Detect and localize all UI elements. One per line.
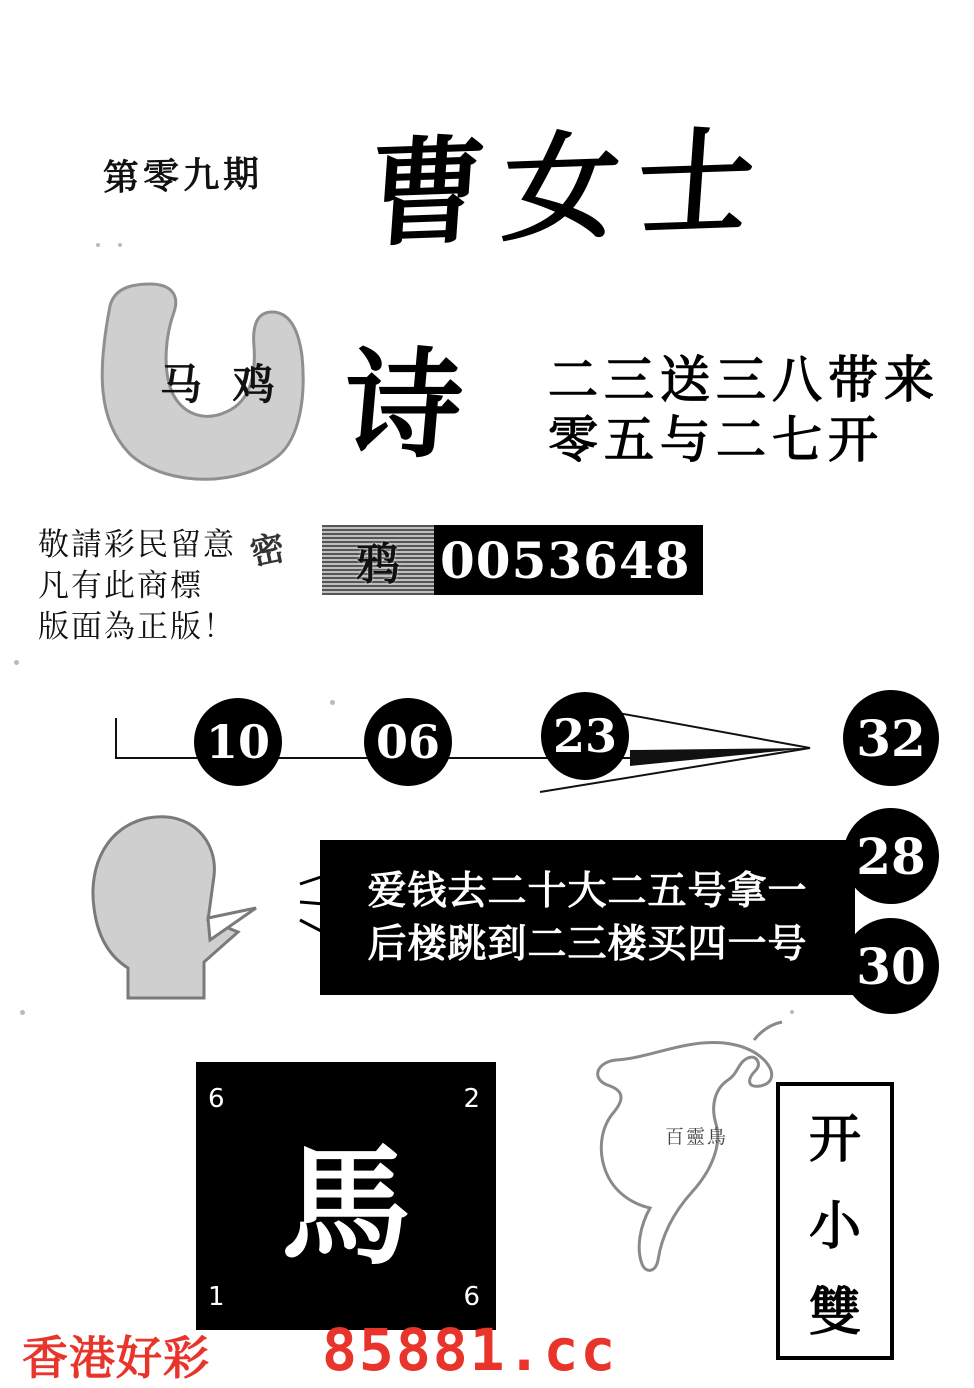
- lottery-ball: 06: [364, 698, 452, 786]
- speckle: [118, 243, 122, 247]
- notice-line-3: 版面為正版！: [38, 609, 236, 646]
- speckle: [96, 243, 100, 247]
- speech-line-2: 后楼跳到二三楼买四一号: [367, 920, 808, 967]
- dove-caption: 百靈鳥: [665, 1126, 729, 1148]
- square-center-char: 馬: [280, 1129, 411, 1283]
- vertical-char-3: 雙: [808, 1281, 861, 1343]
- poem-line-2: 零五与二七开: [548, 410, 884, 469]
- poem-title-char: 诗: [338, 335, 469, 474]
- code-mark-icon: [322, 525, 434, 595]
- notice-line-2: 凡有此商標: [38, 568, 203, 605]
- talking-head-icon: [88, 812, 288, 1006]
- speech-box: [320, 840, 855, 995]
- speech-line-1: 爱钱去二十大二五号拿一: [367, 867, 808, 914]
- footer-site-url: 85881.cc: [322, 1316, 618, 1384]
- vertical-char-1: 开: [808, 1109, 861, 1171]
- square-corner-bottom-right: 6: [463, 1282, 480, 1312]
- code-number: 0053648: [434, 525, 703, 595]
- vertical-text-box: [776, 1082, 894, 1360]
- speckle: [14, 660, 19, 665]
- vertical-char-2: 小: [808, 1195, 861, 1257]
- brand-title: 曹女士: [363, 113, 777, 263]
- notice-line-1: 敬請彩民留意: [38, 527, 236, 563]
- notice-block: [38, 525, 236, 649]
- lottery-ball: 32: [843, 690, 939, 786]
- speckle: [20, 1010, 25, 1015]
- dove-icon: [570, 1020, 810, 1294]
- lottery-ball: 30: [843, 918, 939, 1014]
- square-corner-top-right: 2: [463, 1084, 480, 1114]
- issue-label: 第零九期: [102, 152, 264, 200]
- character-square: [196, 1062, 496, 1330]
- lottery-ball: 23: [541, 692, 629, 780]
- poem-line-1: 二三送三八带来: [548, 350, 940, 409]
- code-bar: [322, 525, 703, 595]
- lottery-ball: 10: [194, 698, 282, 786]
- speckle: [790, 1010, 794, 1014]
- zodiac-animals: 马 鸡: [160, 360, 283, 409]
- square-corner-top-left: 6: [208, 1084, 225, 1114]
- seal-stamp: 密: [246, 527, 289, 575]
- square-corner-bottom-left: 1: [208, 1282, 225, 1312]
- code-mark-label: 鸦: [356, 539, 400, 590]
- footer-site-name: 香港好彩: [22, 1331, 210, 1385]
- lottery-ball: 28: [843, 808, 939, 904]
